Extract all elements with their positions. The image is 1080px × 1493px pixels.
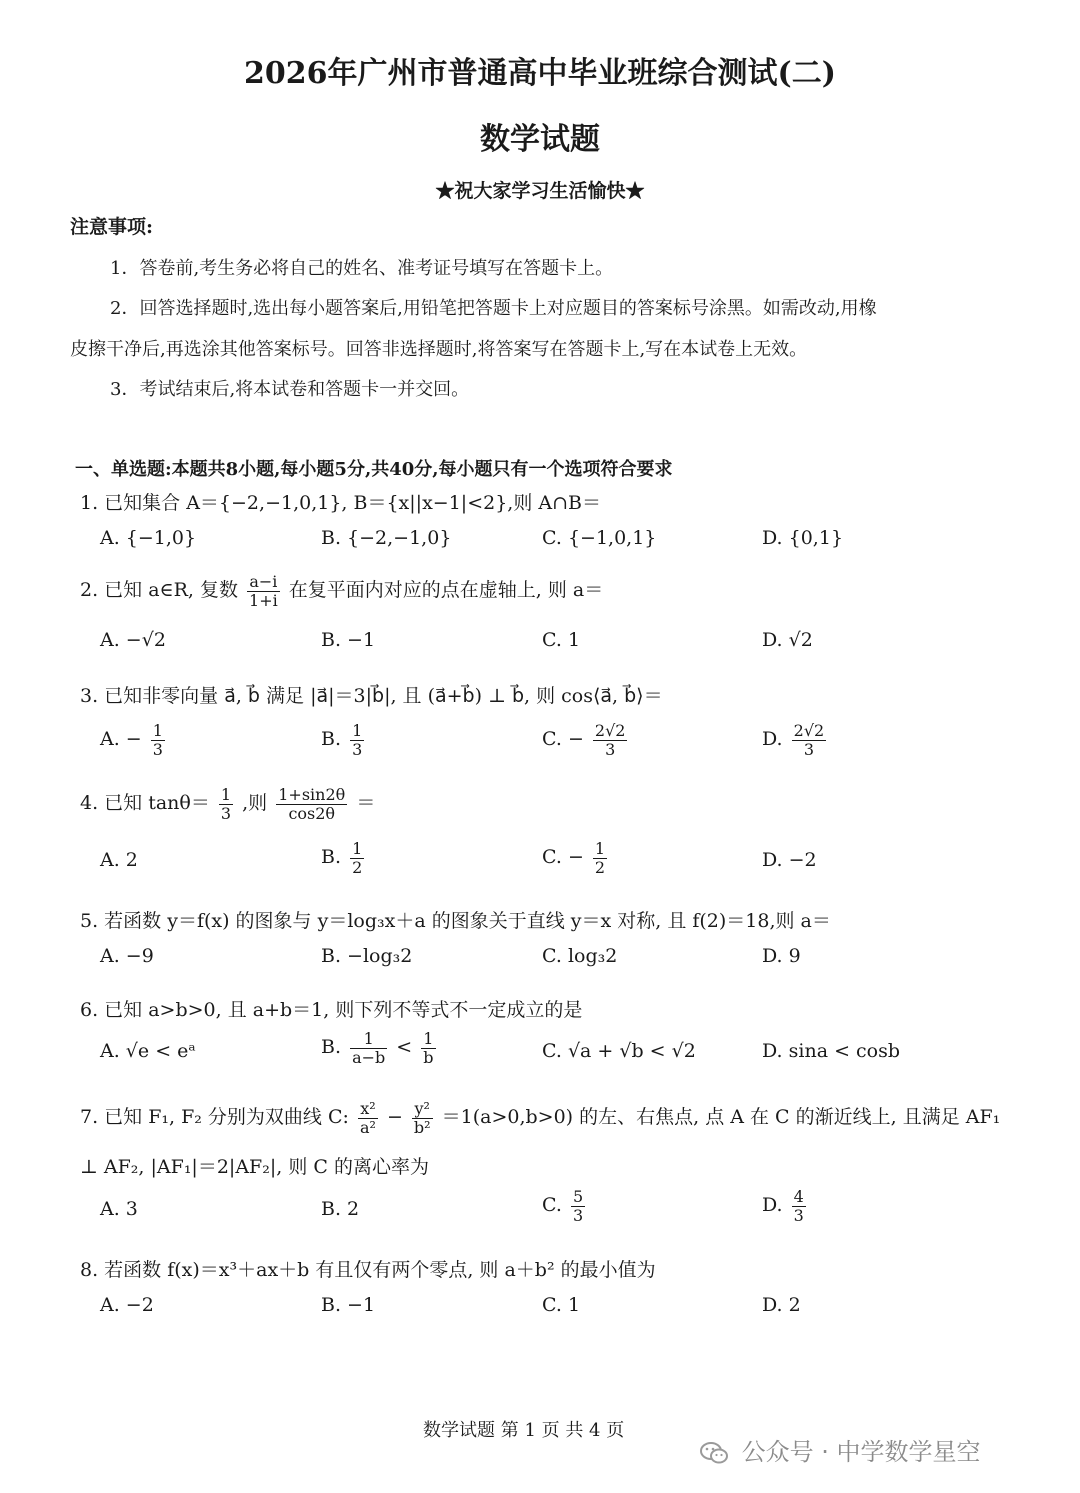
q6-option-b [321,1030,439,1066]
q4-frac-1 [219,786,233,822]
q4-d1: 3 [220,803,232,823]
q7-n1: x² [358,1100,378,1119]
q1-option-a: A. {−1,0} [100,527,197,549]
q7-d-label: D. [762,1194,783,1217]
q3-c-fraction [593,722,628,758]
wish-line: ★祝大家学习生活愉快★ [435,180,645,202]
section-heading: 一、单选题:本题共8小题,每小题5分,共40分,每小题只有一个选项符合要求 [75,459,673,480]
q4-c-num: 1 [594,839,606,858]
q3-a-num: 1 [152,721,163,740]
q4-post: ＝ [356,792,376,815]
q4-option-b [321,840,367,876]
question-2-stem [80,573,603,609]
q7-d-num: 4 [793,1187,804,1206]
q4-option-d: D. −2 [762,849,817,871]
q3-b-num: 1 [352,721,363,740]
q2-option-d: D. √2 [762,629,813,651]
q3-b-fraction [350,722,364,758]
q3-option-b [321,722,367,758]
exam-title: 2026年广州市普通高中毕业班综合测试(二) [244,56,836,91]
watermark [700,1432,981,1467]
notice-item-2-line-2: 皮擦干净后,再选涂其他答案标号。回答非选择题时,将答案写在答题卡上,写在本试卷上无效。 [70,339,808,360]
q3-d-num: 2√2 [793,721,825,740]
q7-frac-2 [412,1100,433,1136]
q3-d-den: 3 [803,739,815,759]
q5-option-d: D. 9 [762,945,801,967]
q2-option-b: B. −1 [321,629,376,651]
q3-a-fraction [151,722,165,758]
notice-heading: 注意事项: [70,216,154,238]
q2-stem-pre: 2. 已知 a∈R, 复数 [80,579,238,602]
page-footer: 数学试题 第 1 页 共 4 页 [423,1420,625,1441]
q7-option-c [542,1188,588,1224]
q5-option-b: B. −log₃2 [321,945,413,967]
q3-b-den: 3 [352,739,363,759]
q2-stem-post: 在复平面内对应的点在虚轴上, 则 a＝ [288,579,604,602]
q5-option-a: A. −9 [100,945,154,967]
q7-frac-1 [358,1100,378,1136]
notice-item-1: 1．答卷前,考生务必将自己的姓名、准考证号填写在答题卡上。 [110,258,614,279]
q4-b-den: 2 [352,857,363,877]
q4-b-fraction [350,840,364,876]
q6-b-n2: 1 [421,1030,435,1049]
q3-option-c [542,722,630,758]
q3-a-label: A. − [100,728,142,751]
q4-b-num: 1 [352,839,363,858]
question-8-stem: 8. 若函数 f(x)＝x³＋ax＋b 有且仅有两个零点, 则 a＋b² 的最小值为 [80,1259,656,1281]
exam-subtitle: 数学试题 [480,122,600,157]
notice-item-2-line-1: 2．回答选择题时,选出每小题答案后,用铅笔把答题卡上对应题目的答案标号涂黑。如需改动,用橡 [110,298,877,319]
q7-c-label: C. [542,1194,562,1217]
q7-d2: b² [413,1117,431,1137]
q6-b-lt: < [396,1036,413,1059]
q6-b-frac-2 [421,1030,435,1066]
q4-c-fraction [593,840,607,876]
q4-mid: ,则 [242,792,268,815]
q3-c-num: 2√2 [594,721,626,740]
q1-option-c: C. {−1,0,1} [542,527,657,549]
q7-d-fraction [792,1188,806,1224]
q6-b-n1: 1 [350,1030,387,1049]
q3-option-d [762,722,829,758]
q3-option-a [100,722,168,758]
watermark-text: 公众号 · 中学数学星空 [741,1438,981,1466]
question-4-stem [80,786,375,822]
q4-c-label: C. − [542,846,584,869]
q8-option-a: A. −2 [100,1294,154,1316]
q4-b-label: B. [321,846,342,869]
q5-option-c: C. log₃2 [542,945,618,967]
q3-d-fraction [792,722,827,758]
question-1-stem: 1. 已知集合 A＝{−2,−1,0,1}, B＝{x||x−1|<2},则 A∩B＝ [80,492,601,514]
question-7-line-2: ⊥ AF₂, |AF₁|＝2|AF₂|, 则 C 的离心率为 [80,1156,429,1178]
q4-option-a: A. 2 [100,849,138,871]
q3-b-label: B. [321,728,342,751]
notice-item-3: 3．考试结束后,将本试卷和答题卡一并交回。 [110,379,470,400]
question-6-stem: 6. 已知 a>b>0, 且 a+b＝1, 则下列不等式不一定成立的是 [80,999,583,1021]
q6-b-label: B. [321,1036,342,1059]
q6-b-d1: a−b [352,1047,386,1067]
q6-b-d2: b [423,1047,434,1067]
q7-d-den: 3 [793,1205,804,1225]
q8-option-d: D. 2 [762,1294,801,1316]
q6-option-a: A. √e < eᵃ [100,1040,196,1062]
q4-option-c [542,840,610,876]
q4-c-den: 2 [594,857,606,877]
q8-option-c: C. 1 [542,1294,581,1316]
q7-c-den: 3 [572,1205,584,1225]
q3-a-den: 3 [152,739,163,759]
q6-option-c: C. √a + √b < √2 [542,1040,696,1062]
q7-n2: y² [412,1100,433,1119]
q7-option-d [762,1188,809,1224]
q7-pre: 7. 已知 F₁, F₂ 分别为双曲线 C: [80,1106,349,1129]
wechat-icon [700,1442,728,1464]
q7-c-num: 5 [572,1187,584,1206]
q2-option-c: C. 1 [542,629,581,651]
q4-d2: cos2θ [288,803,336,823]
q7-option-b: B. 2 [321,1198,360,1220]
question-7-stem [80,1100,1000,1136]
q7-c-fraction [571,1188,585,1224]
q1-option-b: B. {−2,−1,0} [321,527,452,549]
q7-d1: a² [359,1117,376,1137]
q2-num: a−i [247,573,280,592]
q1-option-d: D. {0,1} [762,527,844,549]
q7-minus: − [386,1106,403,1129]
q2-den: 1+i [249,590,278,610]
question-3-stem: 3. 已知非零向量 a⃗, b⃗ 满足 |a⃗|＝3|b⃗|, 且 (a⃗+b⃗) ⊥ b⃗, 则 cos⟨a⃗, b⃗⟩＝ [80,685,663,707]
q8-option-b: B. −1 [321,1294,376,1316]
question-5-stem: 5. 若函数 y＝f(x) 的图象与 y＝log₃x＋a 的图象关于直线 y＝x 对称, 且 f(2)＝18,则 a＝ [80,910,831,932]
q3-d-label: D. [762,728,783,751]
q4-frac-2 [276,786,347,822]
q7-post: ＝1(a>0,b>0) 的左、右焦点, 点 A 在 C 的渐近线上, 且满足 AF₁ [441,1106,1001,1129]
q6-option-d: D. sina < cosb [762,1040,901,1062]
q3-c-label: C. − [542,728,584,751]
q4-n2: 1+sin2θ [278,785,346,804]
q6-b-frac-1 [350,1030,387,1066]
q2-option-a: A. −√2 [100,629,166,651]
q4-pre: 4. 已知 tanθ＝ [80,792,210,815]
q2-fraction [247,573,280,609]
q7-option-a: A. 3 [100,1198,138,1220]
q3-c-den: 3 [605,739,616,759]
q4-n1: 1 [220,785,232,804]
